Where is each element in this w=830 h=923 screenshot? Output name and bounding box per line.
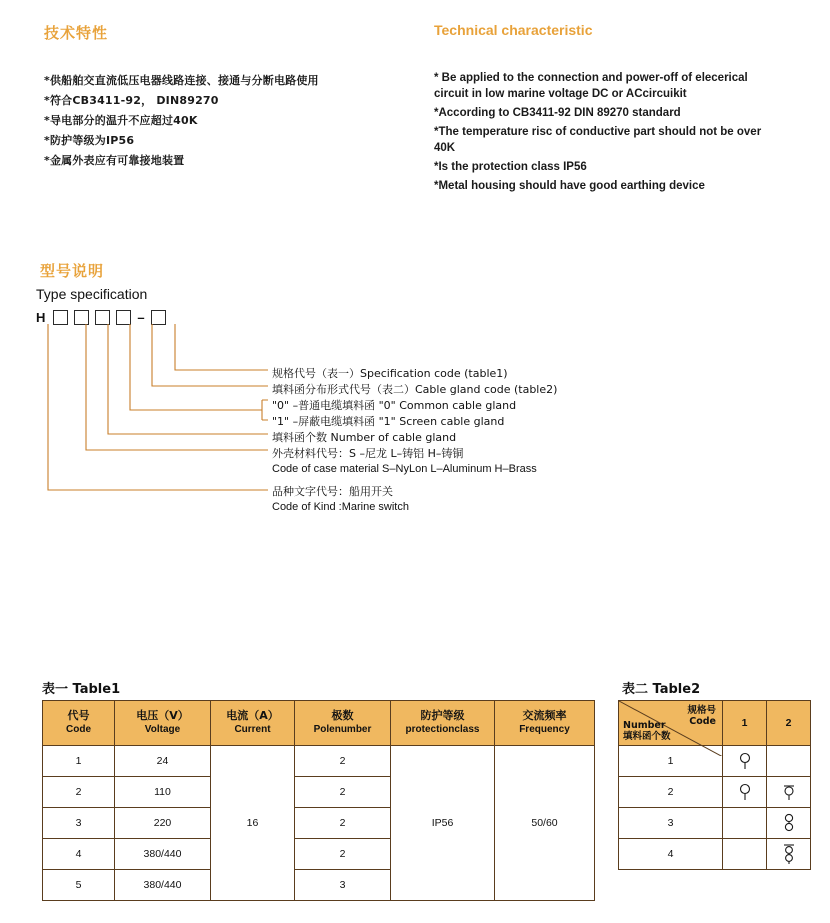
feature-item-en: *According to CB3411-92 DIN 89270 standard [434, 107, 681, 119]
features-title-en: Technical characteristic [434, 22, 593, 38]
table1-col-protectionclass [391, 701, 495, 746]
col-label-en: Code [66, 724, 91, 735]
table1-col-current [211, 701, 295, 746]
typespec-title-en: Type specification [36, 286, 148, 302]
legend-text: Code of Kind :Marine switch [272, 501, 409, 513]
cell-number: 1 [619, 746, 723, 777]
features-list-en [434, 70, 774, 197]
table2-header-row [619, 701, 811, 746]
table2-corner-header [619, 701, 723, 746]
legend-line-4 [272, 414, 504, 430]
features-list-cn [44, 72, 414, 172]
table2-col-1: 1 [723, 701, 767, 746]
features-title-cn: 技术特性 [44, 24, 109, 42]
single-gland-icon [723, 746, 767, 777]
empty-cell [723, 808, 767, 839]
feature-item-en: * Be applied to the connection and power-off of elecerical circuit in low marine voltage DC or ACcircuikit [434, 72, 748, 100]
table2-header-number-label: Number 填料函个数 [623, 720, 671, 742]
feature-item-cn: *符合CB3411-92， DIN89270 [44, 94, 219, 107]
empty-cell [723, 839, 767, 870]
type-code-prefix: H [36, 310, 46, 325]
cell-voltage: 380/440 [115, 870, 211, 901]
cell-voltage: 220 [115, 808, 211, 839]
double-gland-icon [767, 777, 811, 808]
table2-caption: 表二 Table2 [622, 682, 701, 697]
quad-gland-icon [767, 839, 811, 870]
legend-line-7 [272, 462, 537, 478]
feature-item-en: *Is the protection class IP56 [434, 161, 587, 173]
col-label-cn: 交流频率 [522, 709, 567, 722]
col-label-cn: 防护等级 [420, 709, 465, 722]
cell-voltage: 380/440 [115, 839, 211, 870]
col-label-en: Polenumber [313, 724, 372, 735]
table1-header-row [43, 701, 595, 746]
cell-protectionclass: IP56 [391, 746, 495, 901]
feature-item-cn: *防护等级为IP56 [44, 134, 135, 147]
cell-polenumber: 2 [295, 808, 391, 839]
cell-polenumber: 3 [295, 870, 391, 901]
table1-caption: 表一 Table1 [42, 682, 121, 697]
cell-polenumber: 2 [295, 777, 391, 808]
legend-text: 规格代号（表一）Specification code (table1) [272, 367, 508, 380]
typespec-title-cn: 型号说明 [40, 262, 105, 280]
col-label-cn: 极数 [331, 709, 354, 722]
cell-frequency: 50/60 [495, 746, 595, 901]
cell-code: 5 [43, 870, 115, 901]
table1-col-frequency [495, 701, 595, 746]
cell-code: 1 [43, 746, 115, 777]
col-label-en: Frequency [519, 724, 570, 735]
cell-current: 16 [211, 746, 295, 901]
legend-line-2 [272, 382, 557, 398]
table-row [43, 746, 595, 777]
table-row [619, 777, 811, 808]
cell-code: 2 [43, 777, 115, 808]
col-label-cn: 电压（V） [136, 709, 189, 722]
cell-polenumber: 2 [295, 746, 391, 777]
legend-line-8 [272, 484, 393, 500]
table2-header-code-label: 规格号 Code [687, 705, 716, 727]
feature-item-cn: *导电部分的温升不应超过40K [44, 114, 198, 127]
legend-text: Code of case material S–NyLon L–Aluminum H–Brass [272, 463, 537, 475]
legend-text: "0" –普通电缆填料函 "0" Common cable gland [272, 399, 517, 412]
single-gland-icon [723, 777, 767, 808]
table1-col-code [43, 701, 115, 746]
legend-line-5 [272, 430, 456, 446]
legend-line-1 [272, 366, 508, 382]
legend-line-9 [272, 500, 409, 516]
cell-number: 3 [619, 808, 723, 839]
empty-cell [767, 746, 811, 777]
col-label-en: protectionclass [405, 724, 480, 735]
legend-text: "1" –屏蔽电缆填料函 "1" Screen cable gland [272, 415, 505, 428]
legend-text: 品种文字代号：船用开关 [272, 485, 393, 498]
table1 [42, 700, 595, 901]
cell-voltage: 110 [115, 777, 211, 808]
cell-number: 2 [619, 777, 723, 808]
legend-text: 填料函分布形式代号（表二）Cable gland code (table2) [272, 383, 558, 396]
cell-voltage: 24 [115, 746, 211, 777]
table-row [619, 839, 811, 870]
table2-col-2: 2 [767, 701, 811, 746]
table2 [618, 700, 811, 870]
cell-code: 3 [43, 808, 115, 839]
col-label-en: Voltage [144, 724, 181, 735]
col-label-cn: 代号 [67, 709, 90, 722]
type-code-dash: – [137, 310, 145, 325]
feature-item-cn: *金属外表应有可靠接地装置 [44, 154, 185, 167]
legend-text: 填料函个数 Number of cable gland [272, 431, 457, 444]
legend-text: 外壳材料代号：S –尼龙 L–铸铝 H–铸铜 [272, 447, 464, 460]
legend-line-3 [272, 398, 516, 414]
feature-item-en: *The temperature risc of conductive part should not be over 40K [434, 126, 762, 154]
table1-col-voltage [115, 701, 211, 746]
legend-line-6 [272, 446, 463, 462]
table1-col-polenumber [295, 701, 391, 746]
cell-number: 4 [619, 839, 723, 870]
feature-item-en: *Metal housing should have good earthing device [434, 180, 705, 192]
cell-code: 4 [43, 839, 115, 870]
feature-item-cn: *供船舶交直流低压电器线路连接、接通与分断电路使用 [44, 74, 319, 87]
cell-polenumber: 2 [295, 839, 391, 870]
col-label-cn: 电流（A） [226, 709, 279, 722]
double-gland-icon [767, 808, 811, 839]
table-row [619, 808, 811, 839]
col-label-en: Current [234, 724, 271, 735]
